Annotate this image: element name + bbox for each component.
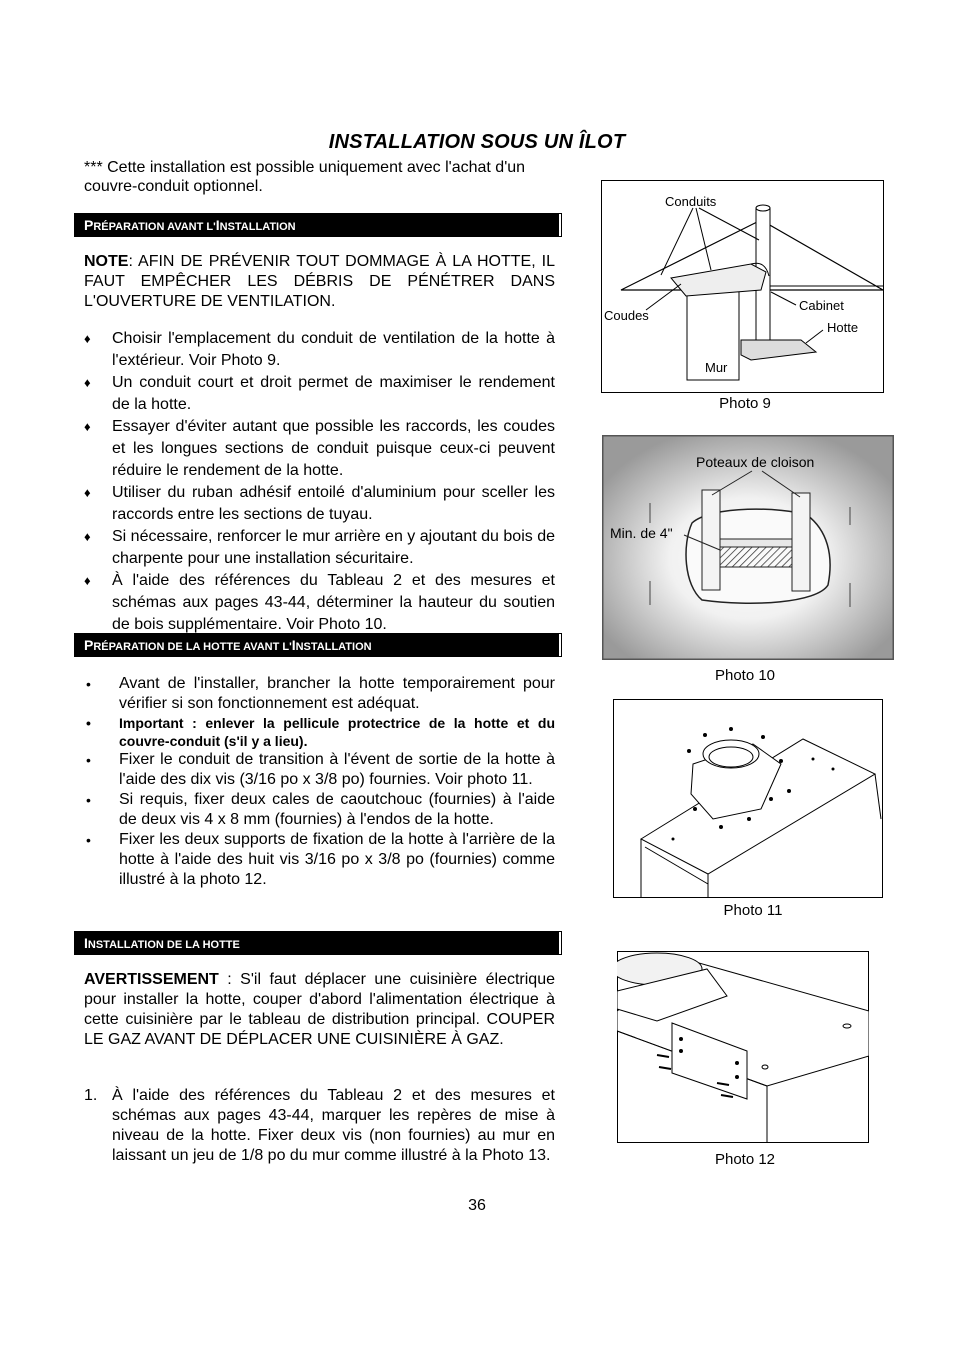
warning-text: : S'il faut déplacer une cuisinière électrique pour installer la hotte, couper d'abord l'alimentation électrique à cette cuisinière par le tableau de distribution principal. COUPER LE GAZ AVANT DE DÉPLACER UNE CUISINIÈRE À GAZ. [84, 971, 555, 1048]
label-conduits: Conduits [665, 194, 717, 209]
list-item [84, 830, 555, 890]
section-cap: I [291, 637, 296, 653]
bullet-icon: • [86, 832, 91, 848]
list-item-important [84, 714, 555, 750]
bullet-icon: • [86, 752, 91, 768]
diamond-bullet-icon: ♦ [84, 529, 91, 544]
section-rest: RÉPARATION DE LA HOTTE AVANT L' [93, 641, 292, 653]
step-text: À l'aide des références du Tableau 2 et des mesures et schémas aux pages 43-44, marquer les repères de mise à niveau de la hotte. Fixer deux vis (non fournies) au mur en laissant un jeu de 1/8 po du mur comme illustré à la Photo 13. [112, 1087, 555, 1164]
note-label: NOTE [84, 253, 129, 270]
bullet-icon: • [86, 715, 91, 731]
label-min-4: Min. de 4" [610, 525, 673, 541]
list-item-text: Si nécessaire, renforcer le mur arrière en y ajoutant du bois de charpente pour une installation sécuritaire. [112, 528, 555, 567]
list-item [84, 570, 555, 636]
section-header-installation [75, 932, 561, 954]
section-rest: NSTALLATION [219, 221, 296, 233]
warning-label: AVERTISSEMENT [84, 971, 219, 988]
list-item [84, 750, 555, 790]
mounting-bracket-image [617, 951, 869, 1143]
photo-9-diagram [601, 180, 884, 393]
photo-10-caption: Photo 10 [714, 667, 776, 684]
list-item-text: Fixer le conduit de transition à l'évent de sortie de la hotte à l'aide des dix vis (3/16 po x 3/8 po) fournies. Voir photo 11. [119, 751, 555, 788]
note-text: : AFIN DE PRÉVENIR TOUT DOMMAGE À LA HOTTE, IL FAUT EMPÊCHER LES DÉBRIS DE PÉNÉTRER DANS L'OUVERTURE DE VENTILATION. [84, 253, 555, 310]
list-item-text: Essayer d'éviter autant que possible les raccords, les coudes et les longues sections de conduit puisque ceux-ci peuvent réduire le rendement de la hotte. [112, 418, 555, 479]
list-item [84, 482, 555, 526]
section-cap: I [215, 217, 220, 233]
photo-9-caption: Photo 9 [719, 395, 771, 412]
list-item [84, 372, 555, 416]
list-item-text: Important : enlever la pellicule protectrice de la hotte et du couvre-conduit (s'il y a lieu). [119, 715, 555, 749]
wall-studs-image [602, 435, 894, 660]
transition-duct-image [613, 699, 883, 898]
section-header-hood-preparation [75, 634, 561, 656]
list-item-text: Un conduit court et droit permet de maximiser le rendement de la hotte. [112, 374, 555, 413]
page-number: 36 [468, 1197, 486, 1214]
section-header-preparation [75, 214, 561, 236]
list-item-text: Choisir l'emplacement du conduit de ventilation de la hotte à l'extérieur. Voir Photo 9. [112, 330, 555, 369]
photo-11-diagram [613, 699, 883, 898]
note-paragraph [84, 252, 555, 312]
section-cap: I [84, 935, 88, 951]
list-item [84, 416, 555, 482]
section-rest: RÉPARATION AVANT L' [93, 221, 216, 233]
photo-12-caption: Photo 12 [714, 1151, 776, 1168]
installation-steps [84, 1086, 555, 1166]
section-rest: NSTALLATION [295, 641, 372, 653]
diamond-bullet-icon: ♦ [84, 573, 91, 588]
page-title: INSTALLATION SOUS UN ÎLOT [328, 131, 626, 153]
photo-10-diagram [602, 435, 894, 660]
bullet-icon: • [86, 792, 91, 808]
duct-diagram-image [601, 180, 884, 393]
diamond-bullet-icon: ♦ [84, 331, 91, 346]
label-mur: Mur [705, 360, 728, 375]
diamond-bullet-icon: ♦ [84, 419, 91, 434]
section-rest: NSTALLATION DE LA HOTTE [87, 939, 240, 951]
list-item-text: À l'aide des références du Tableau 2 et des mesures et schémas aux pages 43-44, déterminer la hauteur du soutien de bois supplémentaire. Voir Photo 10. [112, 572, 555, 633]
label-coudes: Coudes [604, 308, 649, 323]
photo-11-caption: Photo 11 [723, 902, 783, 919]
label-poteaux: Poteaux de cloison [696, 454, 815, 470]
diamond-bullet-icon: ♦ [84, 375, 91, 390]
list-item-text: Si requis, fixer deux cales de caoutchouc (fournies) à l'aide de deux vis 4 x 8 mm (fournies) à l'endos de la hotte. [119, 791, 555, 828]
list-item-text: Fixer les deux supports de fixation de la hotte à l'arrière de la hotte à l'aide des huit vis 3/16 po x 3/8 po (fournies) comme illustré à la photo 12. [119, 831, 555, 888]
diamond-bullet-icon: ♦ [84, 485, 91, 500]
section-cap: P [84, 637, 94, 653]
list-item-text: Avant de l'installer, brancher la hotte temporairement pour vérifier si son fonctionnement est adéquat. [119, 675, 555, 712]
list-item [84, 526, 555, 570]
preparation-list [84, 328, 555, 636]
step-number: 1. [84, 1087, 98, 1104]
warning-paragraph [84, 970, 555, 1050]
photo-12-diagram [617, 951, 869, 1143]
bullet-icon: • [86, 676, 91, 692]
section-cap: P [84, 217, 94, 233]
label-hotte: Hotte [827, 320, 859, 335]
list-item-text: Utiliser du ruban adhésif entoilé d'aluminium pour sceller les raccords entre les sections de tuyau. [112, 484, 555, 523]
step-item [84, 1086, 555, 1166]
list-item [84, 328, 555, 372]
list-item [84, 790, 555, 830]
hood-preparation-list [84, 674, 555, 890]
list-item [84, 674, 555, 714]
intro-text: *** Cette installation est possible uniquement avec l'achat d'un couvre-conduit optionnel. [84, 159, 526, 195]
label-cabinet: Cabinet [799, 298, 844, 313]
